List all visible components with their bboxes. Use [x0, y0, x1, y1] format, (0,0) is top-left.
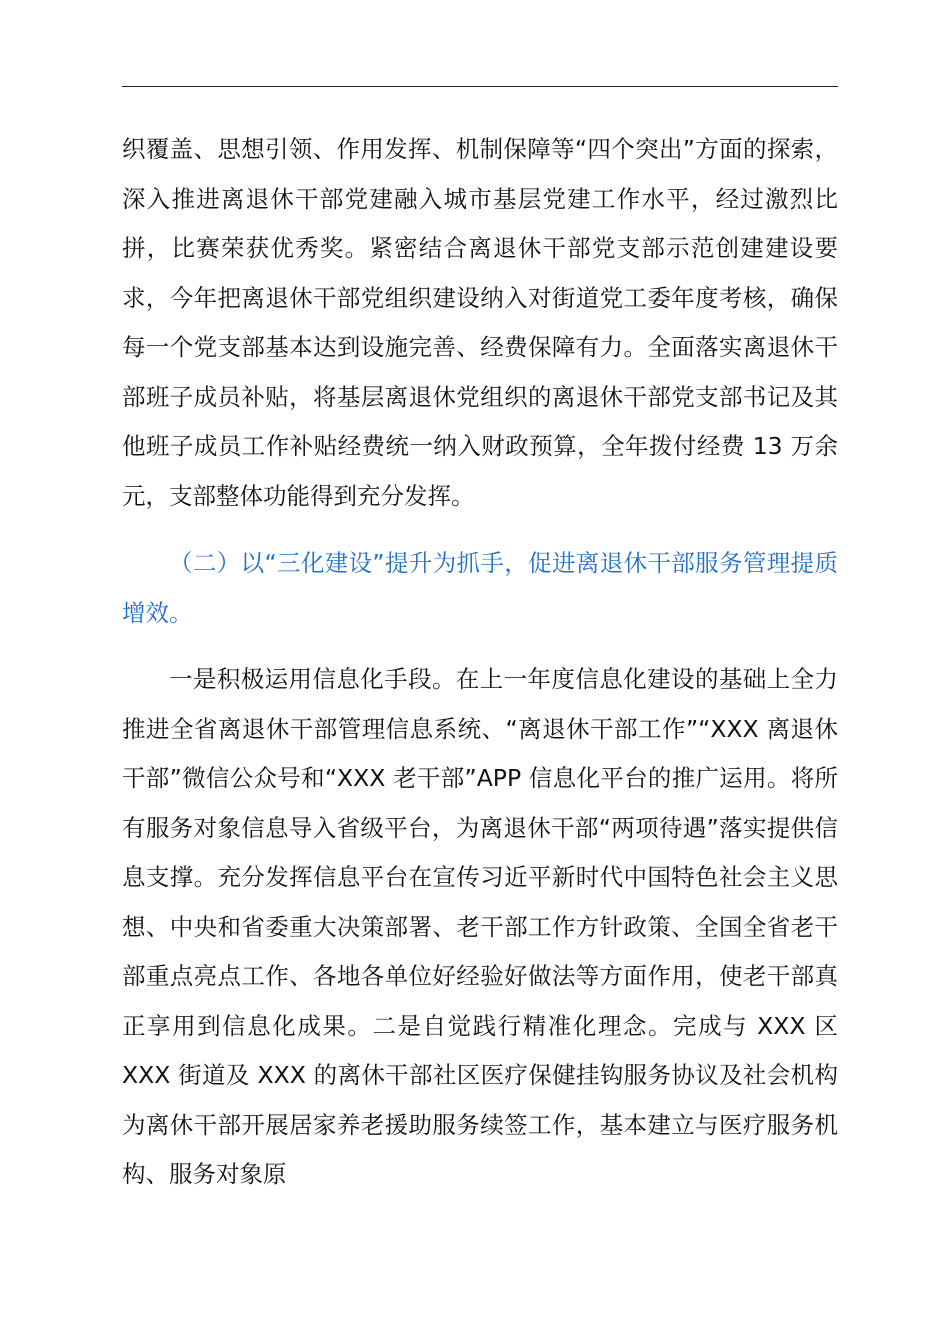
body-paragraph: 一是积极运用信息化手段。在上一年度信息化建设的基础上全力推进全省离退休干部管理信息系统、“离退休干部工作”“XXX 离退休干部”微信公众号和“XXX 老干部”APP 信息化平台的推广运用。将所有服务对象信息导入省级平台，为离退休干部“两项待遇”落实提供信息支撑。充分发挥信息平台在宣传习近平新时代中国特色社会主义思想、中央和省委重大决策部署、老干部工作方针政策、全国全省老干部重点亮点工作、各地各单位好经验好做法等方面作用，使老干部真正享用到信息化成果。二是自觉践行精准化理念。完成与 XXX 区 XXX 街道及 XXX 的离休干部社区医疗保健挂钩服务协议及社会机构为离休干部开展居家养老援助服务续签工作，基本建立与医疗服务机构、服务对象原 [122, 665, 838, 1188]
header-rule [122, 86, 838, 87]
section-heading: （二）以“三化建设”提升为抓手，促进离退休干部服务管理提质增效。 [122, 549, 838, 627]
body-paragraph-continued: 织覆盖、思想引领、作用发挥、机制保障等“四个突出”方面的探索，深入推进离退休干部党建融入城市基层党建工作水平，经过激烈比拼，比赛荣获优秀奖。紧密结合离退休干部党支部示范创建建设要求，今年把离退休干部党组织建设纳入对街道党工委年度考核，确保每一个党支部基本达到设施完善、经费保障有力。全面落实离退休干部班子成员补贴，将基层离退休党组织的离退休干部党支部书记及其他班子成员工作补贴经费统一纳入财政预算，全年拨付经费 13 万余元，支部整体功能得到充分发挥。 [122, 135, 838, 510]
